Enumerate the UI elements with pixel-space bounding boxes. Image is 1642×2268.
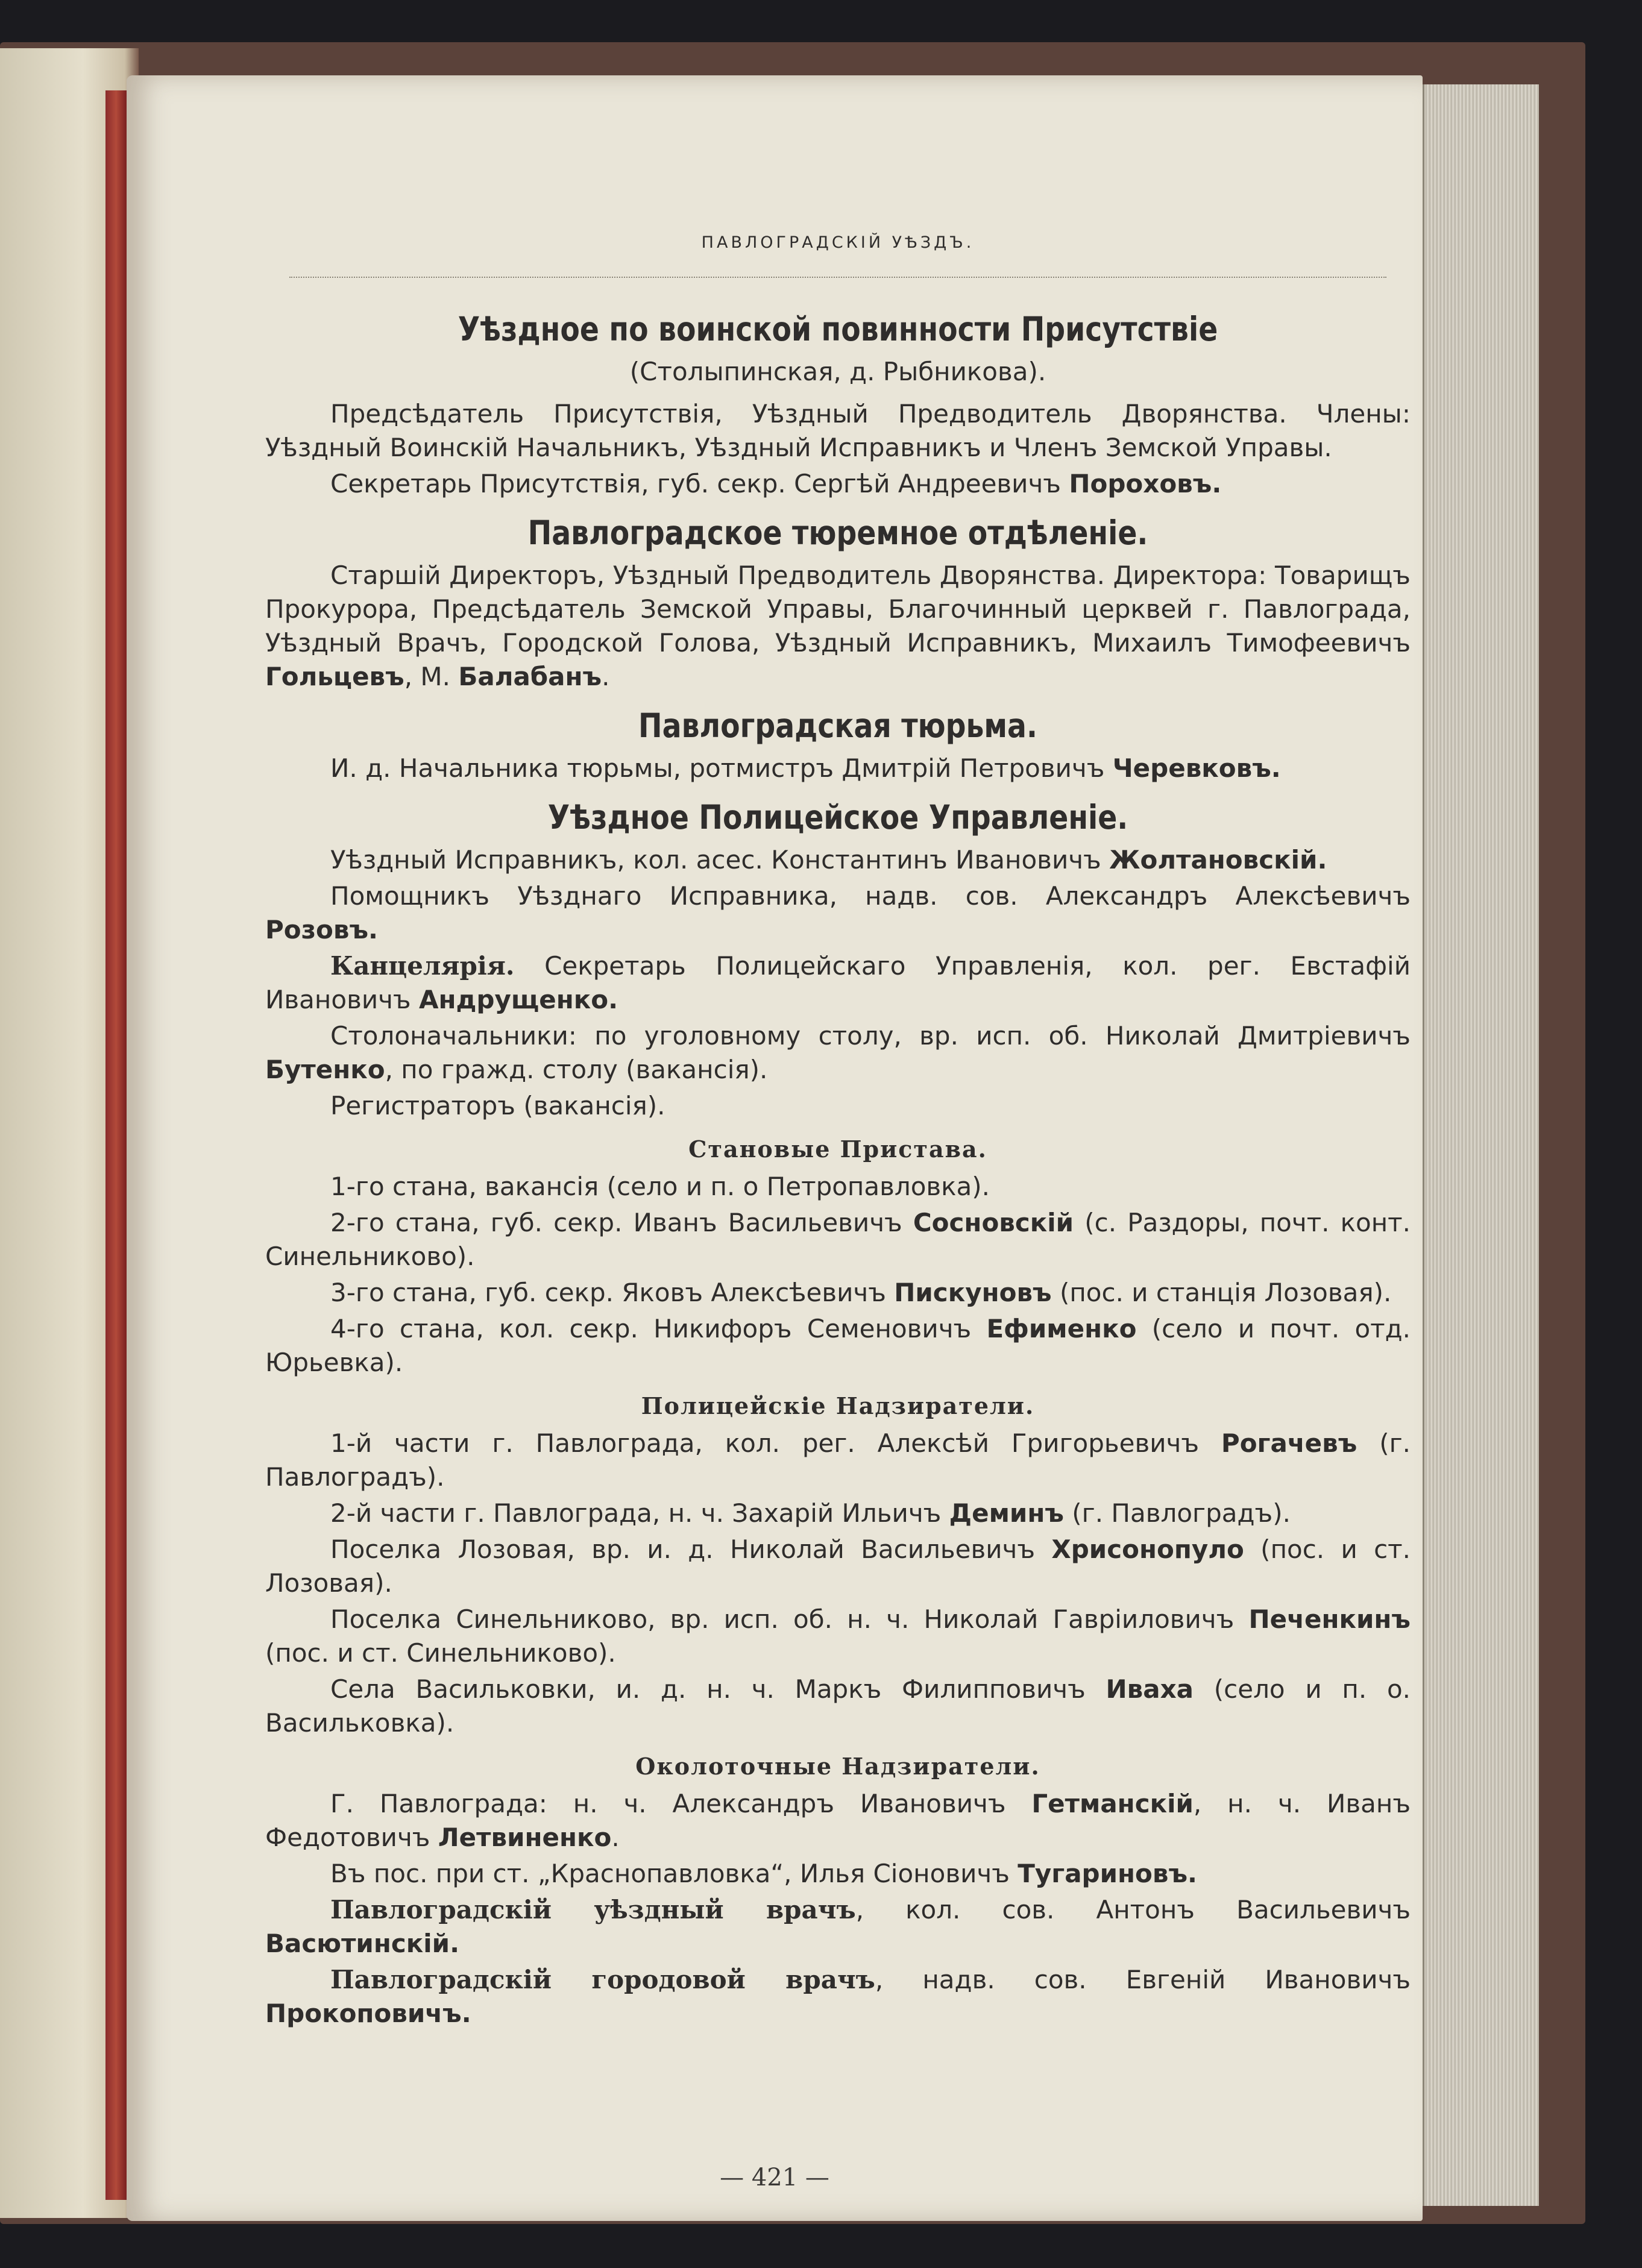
paragraph: Поселка Лозовая, вр. и. д. Николай Васильевичъ Хрисонопуло (пос. и ст. Лозовая). [265, 1535, 1411, 1598]
section-title: Уѣздное по воинской повинности Присутствіе [458, 310, 1218, 348]
person-name: Жолтановскій. [1109, 845, 1327, 875]
paragraph: 1-го стана, вакансія (село и п. о Петропавловка). [330, 1172, 990, 1201]
person-name: Гольцевъ [265, 662, 404, 691]
person-name: Сосновскій [913, 1208, 1074, 1237]
paragraph: Уѣздный Исправникъ, кол. асес. Константинъ Ивановичъ Жолтановскій. [330, 845, 1327, 875]
person-name: Ефименко [986, 1314, 1137, 1343]
paragraph: Помощникъ Уѣзднаго Исправника, надв. сов. Александръ Алексѣевичъ Розовъ. [265, 881, 1411, 944]
person-name: Бутенко [265, 1055, 385, 1084]
person-name: Летвиненко [438, 1823, 612, 1852]
paragraph: 2-й части г. Павлограда, н. ч. Захарій Ильичъ Деминъ (г. Павлоградъ). [330, 1498, 1291, 1528]
person-name: Прокоповичъ. [265, 1999, 471, 2028]
paragraph: Поселка Синельниково, вр. исп. об. н. ч. Николай Гавріиловичъ Печенкинъ (пос. и ст. Синельниково). [265, 1604, 1411, 1668]
subsection-label: Канцелярія. [330, 951, 515, 981]
header-rule [289, 277, 1386, 278]
person-name: Васютинскій. [265, 1929, 460, 1958]
section-title: Павлоградское тюремное отдѣленіе. [527, 514, 1148, 552]
page [127, 75, 1423, 2221]
person-name: Гетманскій [1031, 1789, 1194, 1818]
person-name: Пискуновъ [894, 1278, 1052, 1307]
paragraph: Въ пос. при ст. „Краснопавловка“, Илья Сіоновичъ Тугариновъ. [330, 1859, 1197, 1888]
page-number: — 421 — [720, 2164, 829, 2191]
paragraph: И. д. Начальника тюрьмы, ротмистръ Дмитрій Петровичъ Черевковъ. [330, 753, 1281, 783]
person-name: Балабанъ [458, 662, 602, 691]
person-name: Пороховъ. [1069, 469, 1222, 498]
paragraph: 3-го стана, губ. секр. Яковъ Алексѣевичъ Пискуновъ (пос. и станція Лозовая). [330, 1278, 1392, 1307]
paragraph: Старшій Директоръ, Уѣздный Предводитель Дворянства. Директора: Товарищъ Прокурора, Предсѣдатель Земской Управы, Благочинный церквей г. Павлограда, Уѣздный Врачъ, Городской Голова, Уѣздный Исправникъ, Михаилъ Тимофеевичъ Гольцевъ, М. Балабанъ. [265, 561, 1411, 691]
page-content [265, 226, 1411, 2033]
person-name: Иваха [1106, 1674, 1194, 1704]
subsection-label: Павлоградскій городовой врачъ [330, 1965, 875, 1994]
paragraph: Предсѣдатель Присутствія, Уѣздный Предводитель Дворянства. Члены: Уѣздный Воинскій Начальникъ, Уѣздный Исправникъ и Членъ Земской Управы. [265, 399, 1411, 462]
paragraph: 4-го стана, кол. секр. Никифоръ Семеновичъ Ефименко (село и почт. отд. Юрьевка). [265, 1314, 1411, 1377]
section-title: Уѣздное Полицейское Управленіе. [547, 798, 1128, 837]
person-name: Деминъ [949, 1498, 1064, 1528]
page-edges [1423, 84, 1539, 2206]
person-name: Черевковъ. [1112, 753, 1281, 783]
paragraph: Секретарь Присутствія, губ. секр. Сергѣй Андреевичъ Пороховъ. [330, 469, 1222, 498]
subsection-title: Околоточные Надзиратели. [635, 1753, 1040, 1780]
paragraph: Павлоградскій городовой врачъ, надв. сов. Евгеній Ивановичъ Прокоповичъ. [265, 1965, 1411, 2028]
left-page-edge [105, 90, 127, 2200]
person-name: Рогачевъ [1221, 1428, 1357, 1458]
section-title: Павлоградская тюрьма. [638, 706, 1037, 745]
subsection-title: Становые Пристава. [688, 1136, 987, 1163]
paragraph: 1-й части г. Павлограда, кол. рег. Алексѣй Григорьевичъ Рогачевъ (г. Павлоградъ). [265, 1428, 1411, 1492]
paragraph: Регистраторъ (вакансія). [330, 1091, 665, 1120]
person-name: Андрущенко. [418, 985, 618, 1014]
section-address: (Столыпинская, д. Рыбникова). [629, 357, 1046, 386]
paragraph: Канцелярія. Секретарь Полицейскаго Управленія, кол. рег. Евстафій Ивановичъ Андрущенко. [265, 951, 1411, 1014]
person-name: Печенкинъ [1248, 1604, 1411, 1634]
paragraph: 2-го стана, губ. секр. Иванъ Васильевичъ Сосновскій (с. Раздоры, почт. конт. Синельниково). [265, 1208, 1411, 1271]
subsection-label: Павлоградскій уѣздный врачъ [330, 1895, 856, 1924]
running-head: ПАВЛОГРАДСКІЙ УѢЗДЪ. [701, 233, 975, 252]
paragraph: Г. Павлограда: н. ч. Александръ Ивановичъ Гетманскій, н. ч. Иванъ Федотовичъ Летвиненко. [265, 1789, 1411, 1852]
person-name: Розовъ. [265, 915, 378, 944]
person-name: Тугариновъ. [1018, 1859, 1197, 1888]
person-name: Хрисонопуло [1051, 1535, 1244, 1564]
paragraph: Столоначальники: по уголовному столу, вр. исп. об. Николай Дмитріевичъ Бутенко, по гражд. столу (вакансія). [265, 1021, 1411, 1084]
subsection-title: Полицейскіе Надзиратели. [641, 1392, 1035, 1419]
paragraph: Села Васильковки, и. д. н. ч. Маркъ Филипповичъ Иваха (село и п. о. Васильковка). [265, 1674, 1411, 1738]
paragraph: Павлоградскій уѣздный врачъ, кол. сов. Антонъ Васильевичъ Васютинскій. [265, 1895, 1411, 1958]
